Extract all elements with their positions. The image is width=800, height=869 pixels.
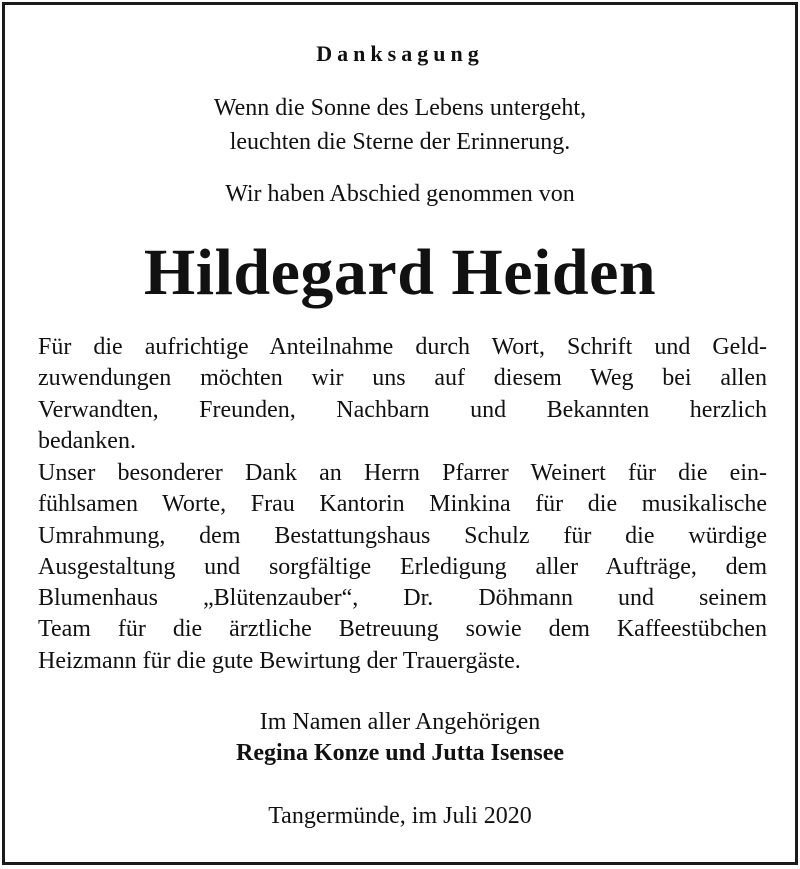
heading: Danksagung (316, 41, 484, 66)
text-line: Ausgestaltung und sorgfältige Erledigung aller Aufträge, dem (38, 553, 767, 580)
signers: Regina Konze und Jutta Isensee (235, 740, 565, 766)
closing-line: Im Namen aller Angehörigen (259, 709, 541, 735)
text-line: Heizmann für die gute Bewirtung der Trauergäste. (38, 647, 521, 674)
text-line: Team für die ärztliche Betreuung sowie dem Kaffeestübchen (38, 616, 767, 643)
closing (5, 707, 795, 769)
poem-line: Wenn die Sonne des Lebens untergeht, (213, 95, 587, 121)
text-line: Unser besonderer Dank an Herrn Pfarrer Weinert für die ein- (38, 460, 767, 486)
place-date: Tangermünde, im Juli 2020 (268, 803, 532, 829)
thanks-paragraph-1 (38, 332, 767, 457)
poem-line: leuchten die Sterne der Erinnerung. (229, 129, 571, 155)
deceased-name: Hildegard Heiden (143, 236, 657, 309)
notice-content (5, 5, 795, 862)
text-line: bedanken. (38, 427, 136, 454)
text-line: Umrahmung, dem Bestattungshaus Schulz für die würdige (38, 522, 767, 549)
text-line: Verwandten, Freunden, Nachbarn und Bekannten herzlich (38, 396, 767, 423)
text-line: zuwendungen möchten wir uns auf diesem Weg bei allen (38, 365, 767, 392)
thanks-paragraph-2 (38, 458, 767, 677)
intro-text: Wir haben Abschied genommen von (225, 181, 575, 207)
notice-border (2, 2, 798, 865)
text-line: Für die aufrichtige Anteilnahme durch Wort, Schrift und Geld- (38, 334, 767, 360)
text-line: Blumenhaus „Blütenzauber“, Dr. Döhmann und seinem (38, 585, 767, 612)
poem (5, 91, 795, 159)
text-line: fühlsamen Worte, Frau Kantorin Minkina für die musikalische (38, 491, 767, 518)
